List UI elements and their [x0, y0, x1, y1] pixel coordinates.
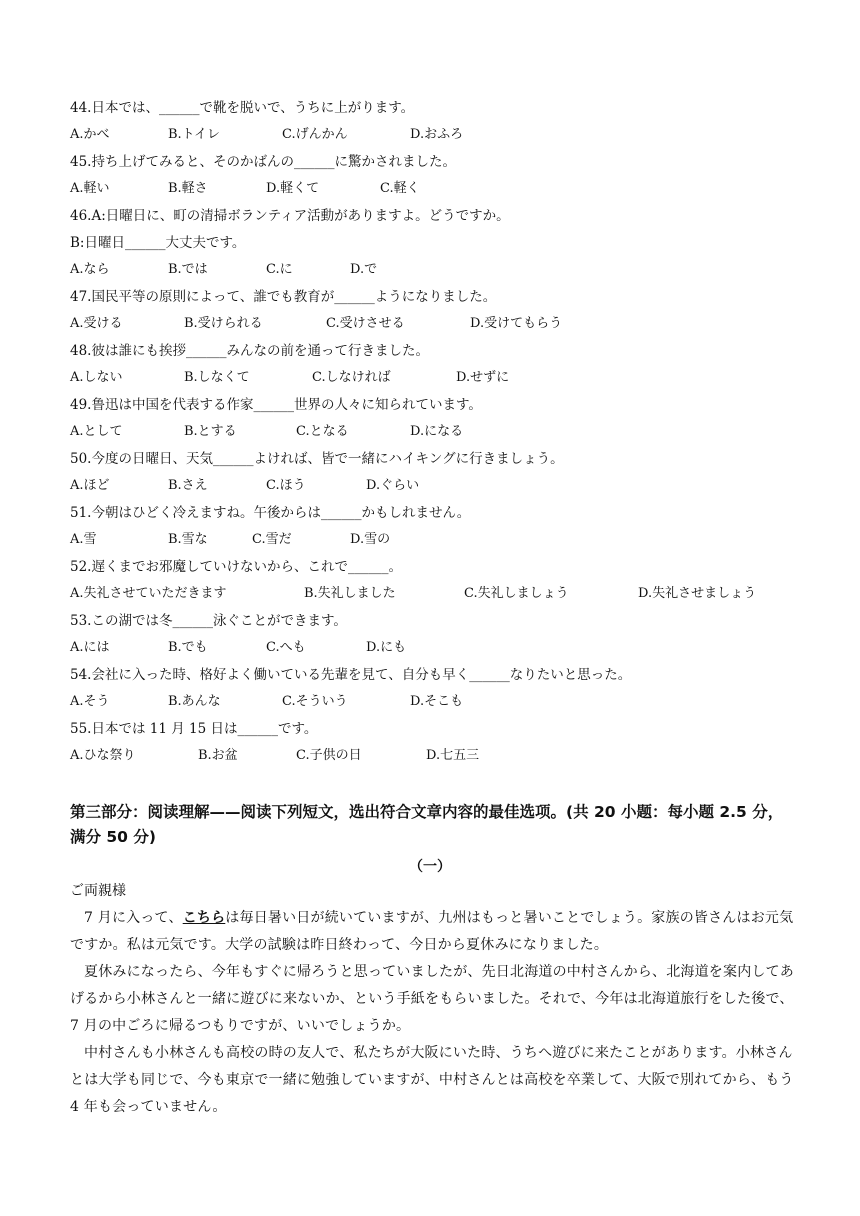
option-a: A.には — [70, 640, 110, 655]
option-a: A.ほど — [70, 478, 110, 493]
paragraph-1-rest: は毎日暑い日が続いていますが、九州はもっと暑いことでしょう。家族の皆さんはお元気ですか。私は元気です。大学の試験は昨日終わって、今日から夏休みになりました。 — [70, 910, 794, 953]
option-c: C.ほう — [266, 478, 306, 493]
option-b: B.失礼しました — [304, 586, 396, 601]
question-47: 47.国民平等の原則によって、誰でも教育が______ようになりました。 — [70, 289, 497, 305]
option-d: D.になる — [410, 424, 464, 439]
option-a: A.失礼させていただきます — [70, 586, 227, 601]
option-d: D.雪の — [350, 532, 391, 547]
option-d: D.ぐらい — [366, 478, 420, 493]
option-a: A.しない — [70, 370, 123, 385]
option-d: D.で — [350, 262, 378, 277]
section-heading: 第三部分：阅读理解——阅读下列短文，选出符合文章内容的最佳选项。(共 20 小题：每小题 2.5 分，满分 50 分) — [70, 803, 784, 846]
underlined-word: こちら — [182, 910, 226, 926]
option-d: D.軽くて — [266, 181, 320, 196]
question-46-line2: B:日曜日______大丈夫です。 — [70, 235, 246, 251]
passage-number: （一） — [409, 859, 451, 875]
option-b: B.さえ — [168, 478, 208, 493]
option-a: A.雪 — [70, 532, 97, 547]
option-c: C.げんかん — [282, 127, 348, 142]
paragraph-1-start: 7 月に入って、 — [84, 910, 183, 926]
option-a: A.なら — [70, 262, 110, 277]
option-b: B.あんな — [168, 694, 221, 709]
question-55: 55.日本では 11 月 15 日は______です。 — [70, 721, 318, 737]
option-b: B.軽さ — [168, 181, 208, 196]
option-c: C.へも — [266, 640, 306, 655]
question-45: 45.持ち上げてみると、そのかばんの______に驚かされました。 — [70, 154, 456, 170]
option-a: A.軽い — [70, 181, 110, 196]
option-d: D.失礼させましょう — [638, 586, 757, 601]
option-c: C.子供の日 — [296, 748, 362, 763]
paragraph-2: 夏休みになったら、今年もすぐに帰ろうと思っていましたが、先日北海道の中村さんから、北海道を案内してあげるから小林さんと一緒に遊びに来ないか、という手紙をもらいました。それで、今年は北海道旅行をした後で、7 月の中ごろに帰るつもりですが、いいでしょうか。 — [70, 964, 794, 1034]
option-b: B.お盆 — [198, 748, 238, 763]
paragraph-1 — [70, 905, 795, 959]
question-44: 44.日本では、______で靴を脱いで、うちに上がります。 — [70, 100, 415, 116]
option-d: D.そこも — [410, 694, 464, 709]
question-54: 54.会社に入った時、格好よく働いている先輩を見て、自分も早く______なりたいと思った。 — [70, 667, 632, 683]
option-d: D.七五三 — [426, 748, 480, 763]
option-b: B.では — [168, 262, 208, 277]
question-46: 46.A:日曜日に、町の清掃ボランティア活動がありますよ。どうですか。 — [70, 208, 510, 224]
option-c: C.受けさせる — [326, 316, 405, 331]
question-52: 52.遅くまでお邪魔していけないから、これで______。 — [70, 559, 402, 575]
option-a: A.ひな祭り — [70, 748, 136, 763]
option-c: C.そういう — [282, 694, 348, 709]
option-b: B.とする — [184, 424, 237, 439]
question-48: 48.彼は誰にも挨拶______みんなの前を通って行きました。 — [70, 343, 429, 359]
option-c: C.雪だ — [252, 532, 292, 547]
option-b: B.でも — [168, 640, 208, 655]
paragraph-3: 中村さんも小林さんも高校の時の友人で、私たちが大阪にいた時、うちへ遊びに来たことがあります。小林さんとは大学も同じで、今も東京で一緒に勉強していますが、中村さんとは高校を卒業して、大阪で別れてから、もう 4 年も会っていません。 — [70, 1045, 794, 1115]
question-49: 49.鲁迅は中国を代表する作家______世界の人々に知られています。 — [70, 397, 482, 413]
option-a: A.受ける — [70, 316, 123, 331]
salutation: ご両親様 — [70, 883, 126, 899]
option-b: B.しなくて — [184, 370, 250, 385]
option-b: B.トイレ — [168, 127, 221, 142]
option-c: C.しなければ — [312, 370, 391, 385]
option-c: C.に — [266, 262, 293, 277]
option-a: A.として — [70, 424, 123, 439]
option-a: A.かべ — [70, 127, 110, 142]
option-d: D.おふろ — [410, 127, 464, 142]
question-53: 53.この湖では冬______泳ぐことができます。 — [70, 613, 347, 629]
question-50: 50.今度の日曜日、天気______よければ、皆で一緒にハイキングに行きましょう。 — [70, 451, 564, 467]
option-d: D.受けてもらう — [470, 316, 563, 331]
question-51: 51.今朝はひどく冷えますね。午後からは______かもしれません。 — [70, 505, 471, 521]
option-b: B.受けられる — [184, 316, 263, 331]
option-b: B.雪な — [168, 532, 208, 547]
option-a: A.そう — [70, 694, 110, 709]
option-c: C.失礼しましょう — [464, 586, 569, 601]
option-c: C.となる — [296, 424, 349, 439]
option-d: D.せずに — [456, 370, 510, 385]
option-c: C.軽く — [380, 181, 420, 196]
option-d: D.にも — [366, 640, 407, 655]
